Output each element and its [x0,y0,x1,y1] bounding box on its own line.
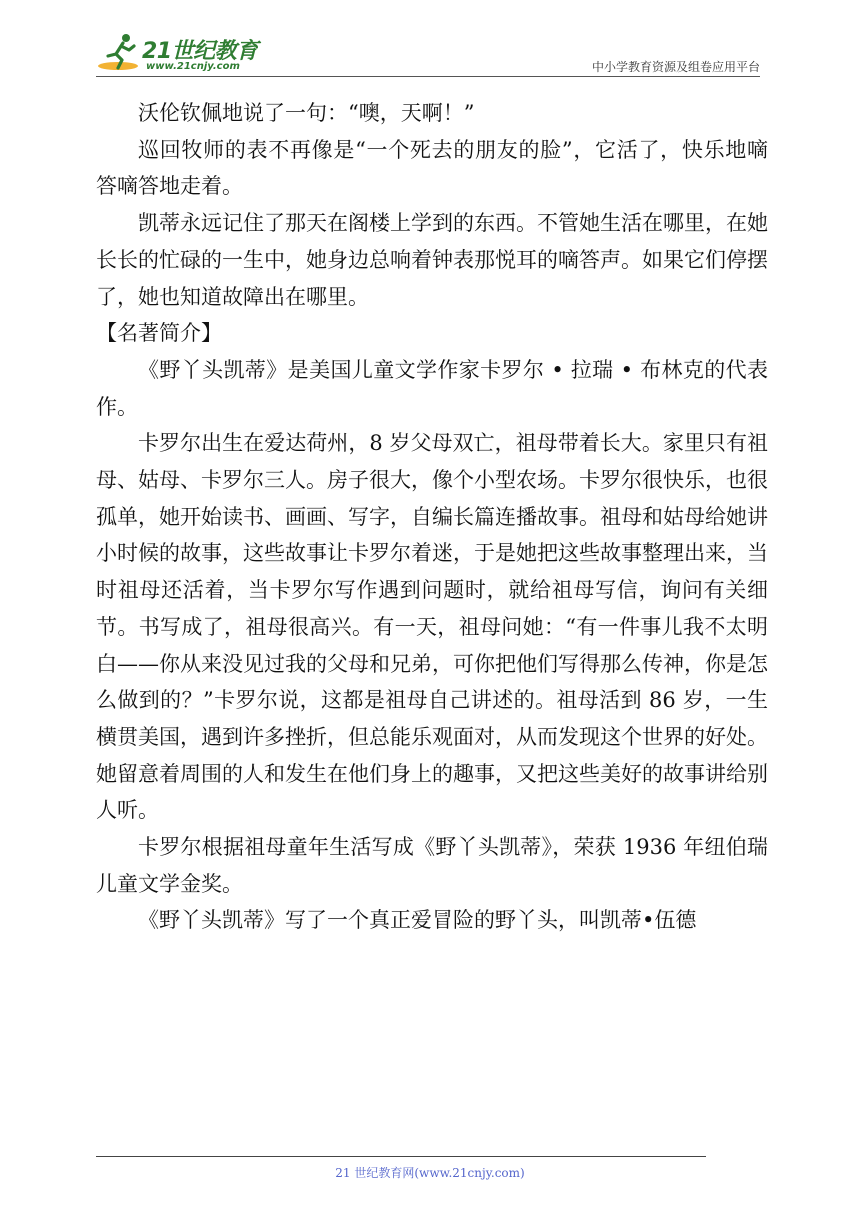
logo [96,32,266,76]
page-header [0,0,860,84]
runner-logo-icon [96,32,144,72]
paragraph: 卡罗尔出生在爱达荷州，8 岁父母双亡，祖母带着长大。家里只有祖母、姑母、卡罗尔三人。房子很大，像个小型农场。卡罗尔很快乐，也很孤单，她开始读书、画画、写字，自编长篇连播故事。祖母和姑母给她讲小时候的故事，这些故事让卡罗尔着迷，于是她把这些故事整理出来，当时祖母还活着，当卡罗尔写作遇到问题时，就给祖母写信，询问有关细节。书写成了，祖母很高兴。有一天，祖母问她：“有一件事儿我不太明白——你从来没见过我的父母和兄弟，可你把他们写得那么传神，你是怎么做到的？”卡罗尔说，这都是祖母自己讲述的。祖母活到 86 岁，一生横贯美国，遇到许多挫折，但总能乐观面对，从而发现这个世界的好处。她留意着周围的人和发生在他们身上的趣事，又把这些美好的故事讲给别人听。 [96,431,768,823]
paragraph: 《野丫头凯蒂》是美国儿童文学作家卡罗尔 • 拉瑞 • 布林克的代表作。 [96,357,768,419]
paragraph: 《野丫头凯蒂》写了一个真正爱冒险的野丫头，叫凯蒂•伍德 [138,908,697,933]
paragraph: 巡回牧师的表不再像是“一个死去的朋友的脸”，它活了，快乐地嘀答嘀答地走着。 [96,137,768,199]
document-body [96,95,768,939]
footer-divider [96,1156,706,1157]
header-divider [96,76,760,77]
paragraph: 卡罗尔根据祖母童年生活写成《野丫头凯蒂》，荣获 1936 年纽伯瑞儿童文学金奖。 [96,835,768,896]
logo-name: 21世纪教育 [142,39,258,64]
section-heading: 【名著简介】 [96,321,222,346]
page-footer: 21 世纪教育网(www.21cnjy.com) [335,1166,525,1180]
paragraph: 凯蒂永远记住了那天在阁楼上学到的东西。不管她生活在哪里，在她长长的忙碌的一生中，她身边总响着钟表那悦耳的嘀答声。如果它们停摆了，她也知道故障出在哪里。 [96,211,768,309]
logo-url: www.21cnjy.com [146,61,240,72]
header-tagline: 中小学教育资源及组卷应用平台 [591,60,760,74]
paragraph: 沃伦钦佩地说了一句：“噢，天啊！” [138,101,475,125]
